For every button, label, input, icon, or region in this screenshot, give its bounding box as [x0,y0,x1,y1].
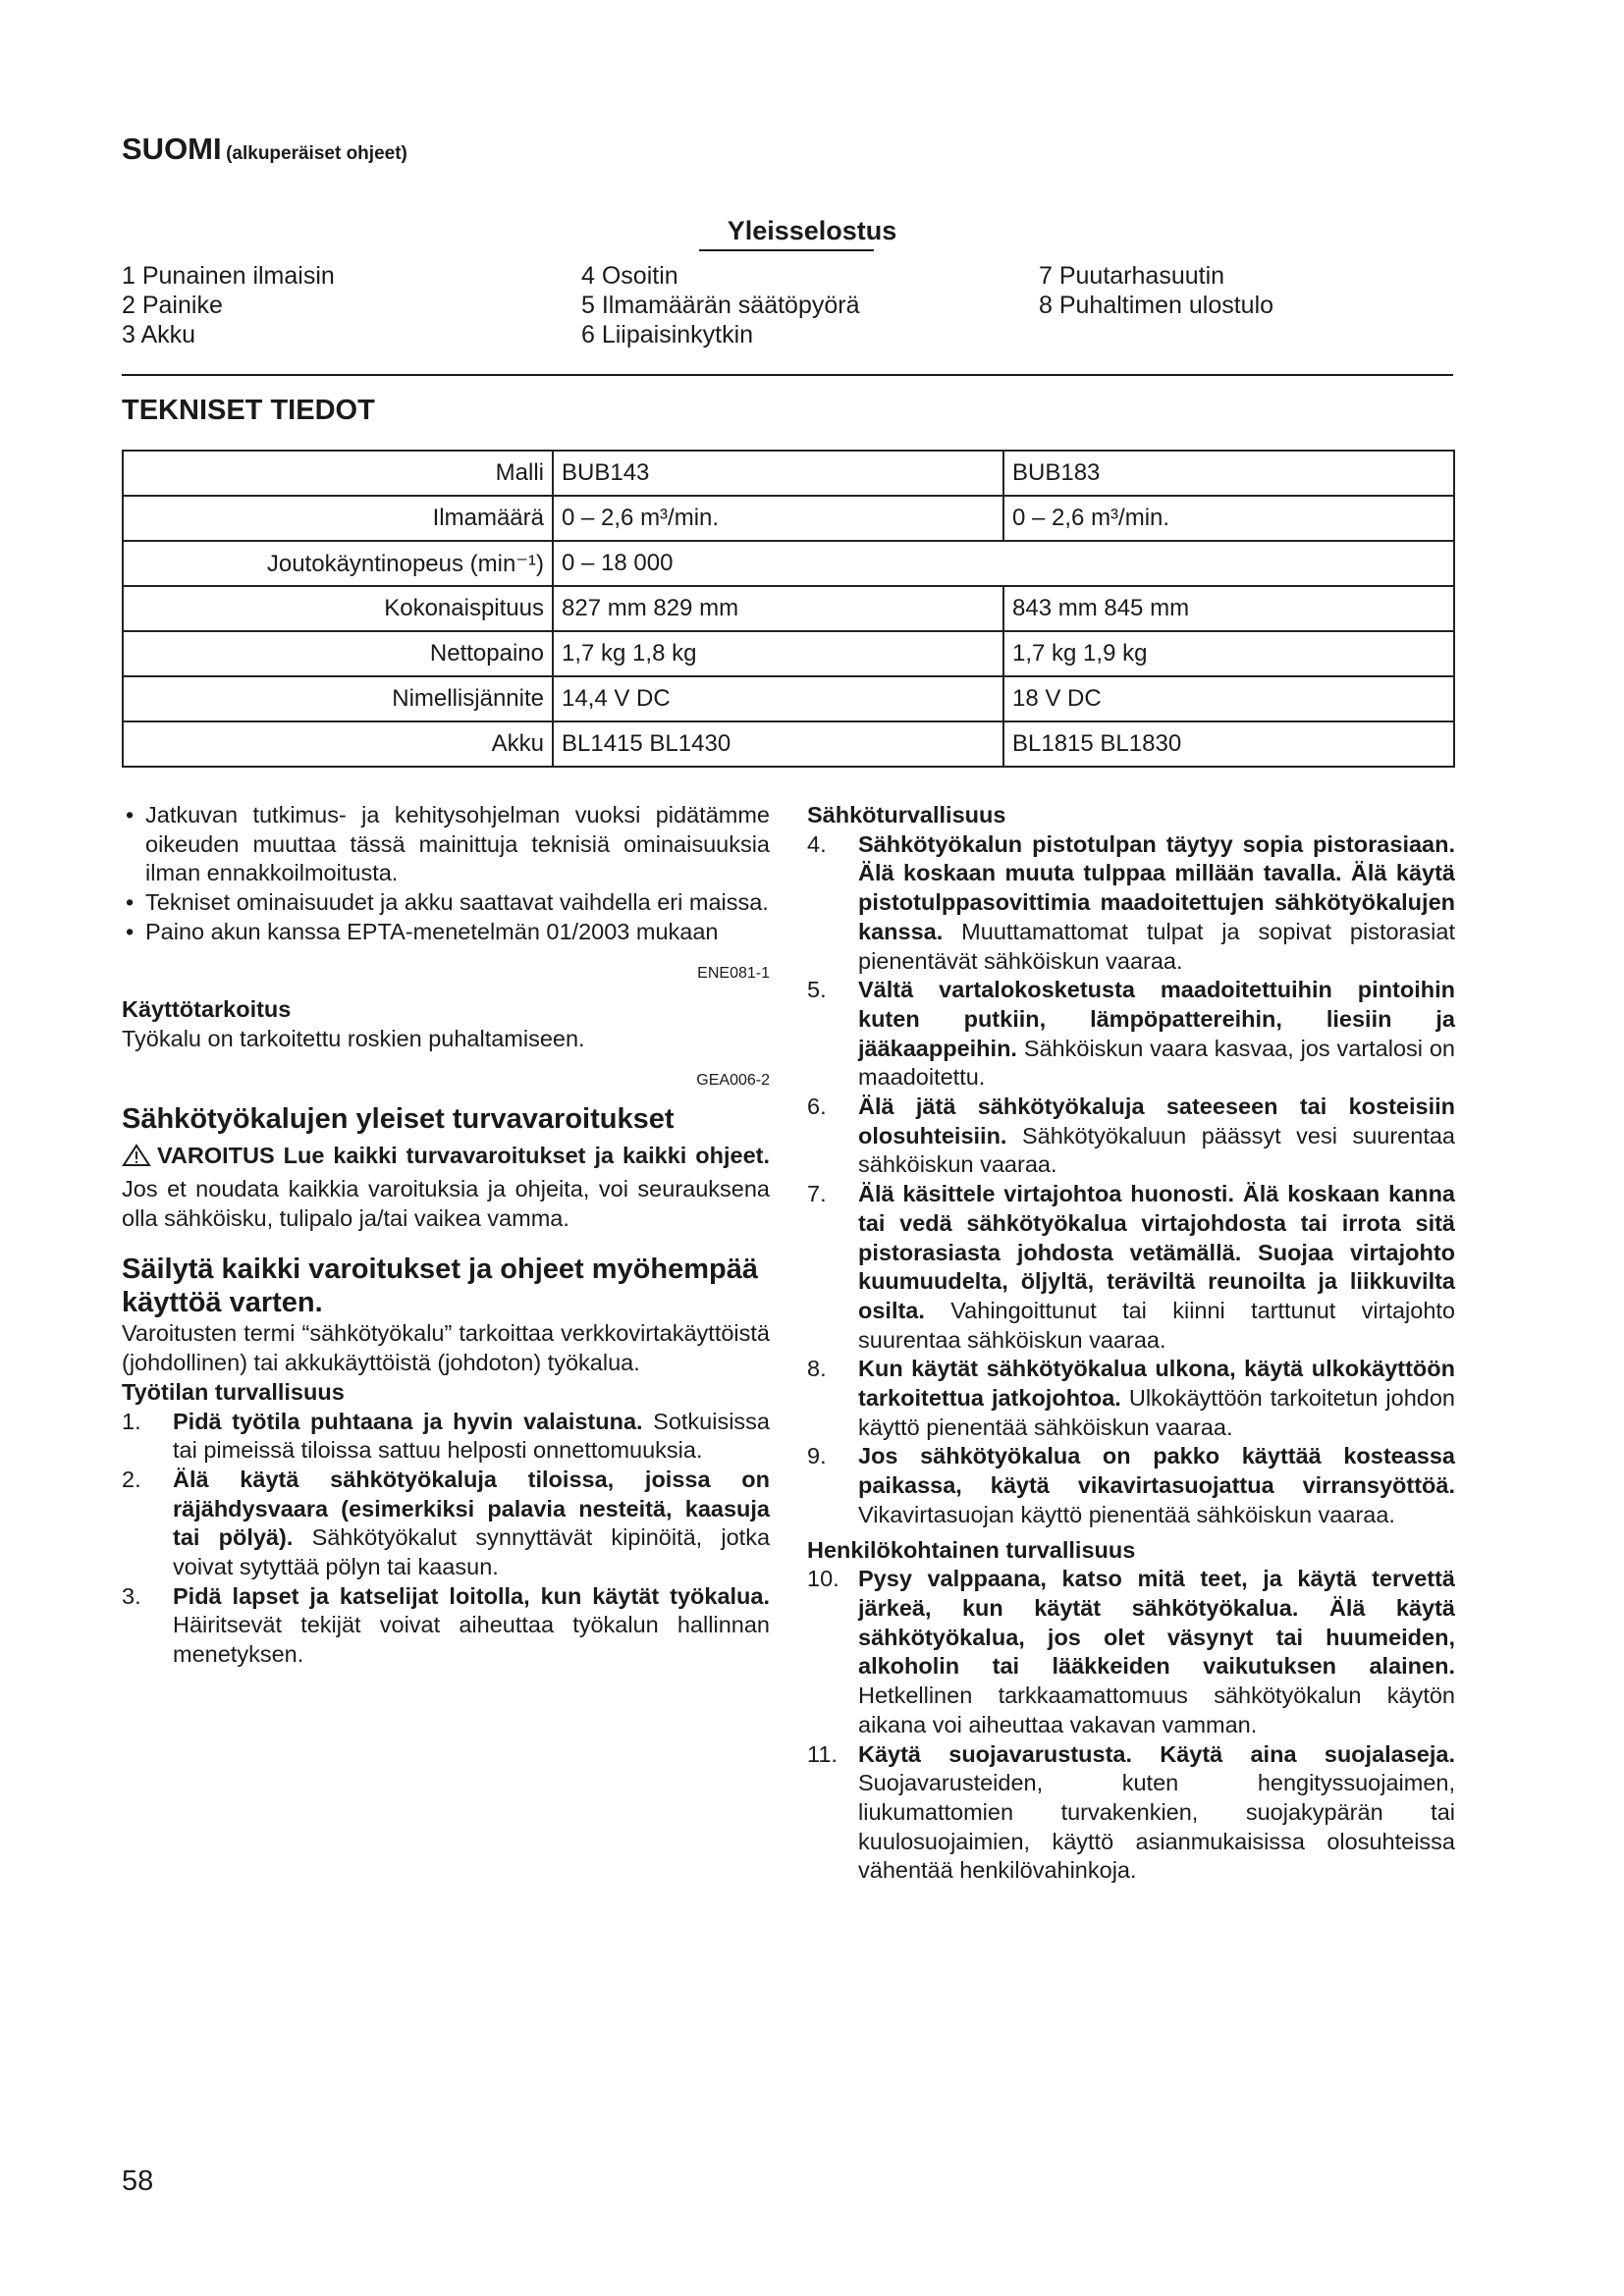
spec-label: Nettopaino [123,631,553,676]
item-number: 2. [122,1466,141,1492]
item-number: 10. [807,1566,839,1592]
electrical-safety-title: Sähköturvallisuus [807,802,1006,828]
item-text: Sähköiskun vaara kasvaa, jos vartalosi on maadoitettu. [858,1035,1455,1091]
table-row [123,676,1454,721]
overview-title: Yleisselostus [727,216,897,245]
safety-title: Sähkötyökalujen yleiset turvavaroitukset [122,1103,675,1136]
item-bold: Kun käytät sähkötyökalua ulkona, käytä ulkokäyttöön tarkoitettua jatkojohtoa. [858,1356,1455,1412]
spec-value: BUB183 [1003,451,1454,496]
work-area-title: Työtilan turvallisuus [122,1378,345,1405]
page-header [122,132,407,167]
table-row [123,496,1454,541]
item-text: Sähkötyökalut synnyttävät kipinöitä, jotka voivat sytyttää pölyn tai kaasun. [173,1524,771,1580]
left-column [122,801,770,1670]
language-label: SUOMI [122,132,222,166]
legend-item: 2 Painike [122,292,223,319]
legend-column-3 [1039,261,1273,320]
spec-note: • Paino akun kanssa EPTA-menetelmän 01/2003 mukaan [122,918,770,947]
item-text: Sähkötyökaluun päässyt vesi suurentaa sähköiskun vaaraa. [858,1122,1455,1178]
keep-instructions-title: Säilytä kaikki varoitukset ja ohjeet myöhempää käyttöä varten. [122,1254,758,1319]
right-column [807,801,1455,1886]
list-item [122,1408,770,1466]
item-bold: Jos sähkötyökalua on pakko käyttää kosteassa paikassa, käytä vikavirtasuojattua virransyöttöä. [858,1443,1455,1499]
spec-note: • Jatkuvan tutkimus- ja kehitysohjelman vuoksi pidätämme oikeuden muuttaa tässä mainittuja teknisiä ominaisuuksia ilman ennakkoilmoitusta. [122,801,770,888]
item-number: 1. [122,1408,141,1434]
item-bold: Käytä suojavarustusta. Käytä aina suojalaseja. [858,1740,1455,1767]
list-item [807,1180,1455,1355]
item-number: 7. [807,1181,827,1207]
specs-table [122,450,1455,768]
spec-label: Akku [123,721,553,767]
item-number: 4. [807,830,827,857]
warning-text: Jos et noudata kaikkia varoituksia ja ohjeita, voi seurauksena olla sähköisku, tulipalo ja/tai vaikea vamma. [122,1176,770,1231]
warning-triangle-icon [122,1144,151,1175]
item-bold: Pidä lapset ja katselijat loitolla, kun käytät työkalua. [173,1582,770,1609]
spec-value: BL1415 BL1430 [553,721,1003,767]
legend-item: 6 Liipaisinkytkin [581,321,754,348]
personal-safety-title: Henkilökohtainen turvallisuus [807,1536,1136,1563]
specs-title: TEKNISET TIEDOT [122,395,375,426]
spec-value: 827 mm 829 mm [553,586,1003,631]
section-divider [122,374,1453,376]
table-row [123,451,1454,496]
item-number: 6. [807,1094,827,1120]
spec-label: Joutokäyntinopeus (min⁻¹) [123,541,553,586]
item-number: 9. [807,1443,827,1469]
list-item [807,1355,1455,1442]
overview-underline [699,249,874,251]
spec-value: 18 V DC [1003,676,1454,721]
legend-item: 7 Puutarhasuutin [1039,262,1225,290]
spec-label: Kokonaispituus [123,586,553,631]
spec-value: 0 – 2,6 m³/min. [1003,496,1454,541]
item-text: Suojavarusteiden, kuten hengityssuojaimen, liukumattomien turvakenkien, suojakypärän tai kuulosuojaimien, käyttö asianmukaisissa olosuhteissa vähentää henkilövahinkoja. [858,1770,1455,1884]
item-bold: Älä käytä sähkötyökaluja tiloissa, joissa on räjähdysvaara (esimerkiksi palavia nesteitä, kaasuja tai pölyä). [173,1466,770,1551]
warning-bold: Lue kaikki turvavaroitukset ja kaikki ohjeet. [283,1143,771,1169]
list-item [807,1740,1455,1887]
legend-item: 1 Punainen ilmaisin [122,262,335,290]
table-row [123,586,1454,631]
legend-item: 3 Akku [122,321,196,348]
item-bold: Älä jätä sähkötyökaluja sateeseen tai kosteisiin olosuhteisiin. [858,1094,1455,1148]
spec-value: 1,7 kg 1,8 kg [553,631,1003,676]
list-item [807,830,1455,977]
legend-item: 5 Ilmamäärän säätöpyörä [581,292,860,319]
list-item [807,1442,1455,1529]
spec-label: Ilmamäärä [123,496,553,541]
keep-instructions-text: Varoitusten termi “sähkötyökalu” tarkoittaa verkkovirtakäyttöistä (johdollinen) tai akkukäyttöistä (johdoton) työkalua. [122,1320,770,1376]
header-subtitle: (alkuperäiset ohjeet) [226,143,407,164]
list-item [807,976,1455,1093]
item-text: Vahingoittunut tai kiinni tarttunut virtajohto suurentaa sähköiskun vaaraa. [858,1297,1456,1353]
spec-value: 14,4 V DC [553,676,1003,721]
list-item [122,1466,770,1582]
item-bold: Sähkötyökalun pistotulpan täytyy sopia pistorasiaan. Älä koskaan muuta tulppaa millään tavalla. Älä käytä pistotulppasovittimia maadoitettujen sähkötyökalujen kanssa. [858,830,1455,944]
spec-value: BL1815 BL1830 [1003,721,1454,767]
spec-value: 1,7 kg 1,9 kg [1003,631,1454,676]
list-item [807,1565,1455,1739]
item-text: Hetkellinen tarkkaamattomuus sähkötyökalun käytön aikana voi aiheuttaa vakavan vamman. [858,1682,1455,1737]
legend-item: 4 Osoitin [581,262,678,290]
list-item [122,1582,770,1670]
item-number: 8. [807,1356,827,1382]
spec-label: Nimellisjännite [123,676,553,721]
table-row [123,721,1454,767]
item-bold: Pidä työtila puhtaana ja hyvin valaistuna. [173,1408,643,1434]
warning-paragraph [122,1142,770,1233]
page-number: 58 [122,2165,154,2197]
spec-value: BUB143 [553,451,1003,496]
item-number: 11. [807,1740,838,1767]
item-text: Sotkuisissa tai pimeissä tiloissa sattuu helposti onnettomuuksia. [173,1408,770,1464]
table-row [123,541,1454,586]
spec-label: Malli [123,451,553,496]
doc-code: GEA006-2 [696,1071,770,1089]
item-number: 5. [807,977,827,1003]
item-bold: Älä käsittele virtajohtoa huonosti. Älä koskaan kanna tai vedä sähkötyökalua virtajohdosta tai irrota sitä pistorasiasta johdosta vetämällä. Suojaa virtajohto kuumuudelta, öljyltä, teräviltä reunoilta ja liikkuvilta osilta. [858,1181,1455,1323]
item-bold: Pysy valppaana, katso mitä teet, ja käytä tervettä järkeä, kun käytät sähkötyökalua. Älä käytä sähkötyökalua, jos olet väsynyt tai huumeiden, alkoholin tai lääkkeiden vaikutuksen alainen. [858,1566,1455,1680]
spec-value: 0 – 18 000 [553,541,1454,586]
legend-column-1 [122,261,335,349]
legend-column-2 [581,261,859,349]
item-text: Häiritsevät tekijät voivat aiheuttaa työkalun hallinnan menetyksen. [173,1612,770,1668]
item-text: Vikavirtasuojan käyttö pienentää sähköiskun vaaraa. [858,1501,1395,1527]
spec-note: • Tekniset ominaisuudet ja akku saattavat vaihdella eri maissa. [122,888,770,918]
item-text: Muuttamattomat tulpat ja sopivat pistorasiat pienentävät sähköiskun vaaraa. [858,918,1456,974]
item-bold: Vältä vartalokosketusta maadoitettuihin pintoihin kuten putkiin, lämpöpattereihin, liesiin ja jääkaappeihin. [858,977,1455,1061]
spec-value: 0 – 2,6 m³/min. [553,496,1003,541]
spec-value: 843 mm 845 mm [1003,586,1454,631]
table-row [123,631,1454,676]
purpose-title: Käyttötarkoitus [122,996,292,1023]
item-number: 3. [122,1582,141,1609]
warning-label: VAROITUS [157,1143,275,1169]
purpose-text: Työkalu on tarkoitettu roskien puhaltamiseen. [122,1025,585,1051]
item-text: Ulkokäyttöön tarkoitetun johdon käyttö pienentää sähköiskun vaaraa. [858,1385,1455,1440]
list-item [807,1093,1455,1180]
legend-item: 8 Puhaltimen ulostulo [1039,292,1274,319]
doc-code: ENE081-1 [697,964,770,982]
